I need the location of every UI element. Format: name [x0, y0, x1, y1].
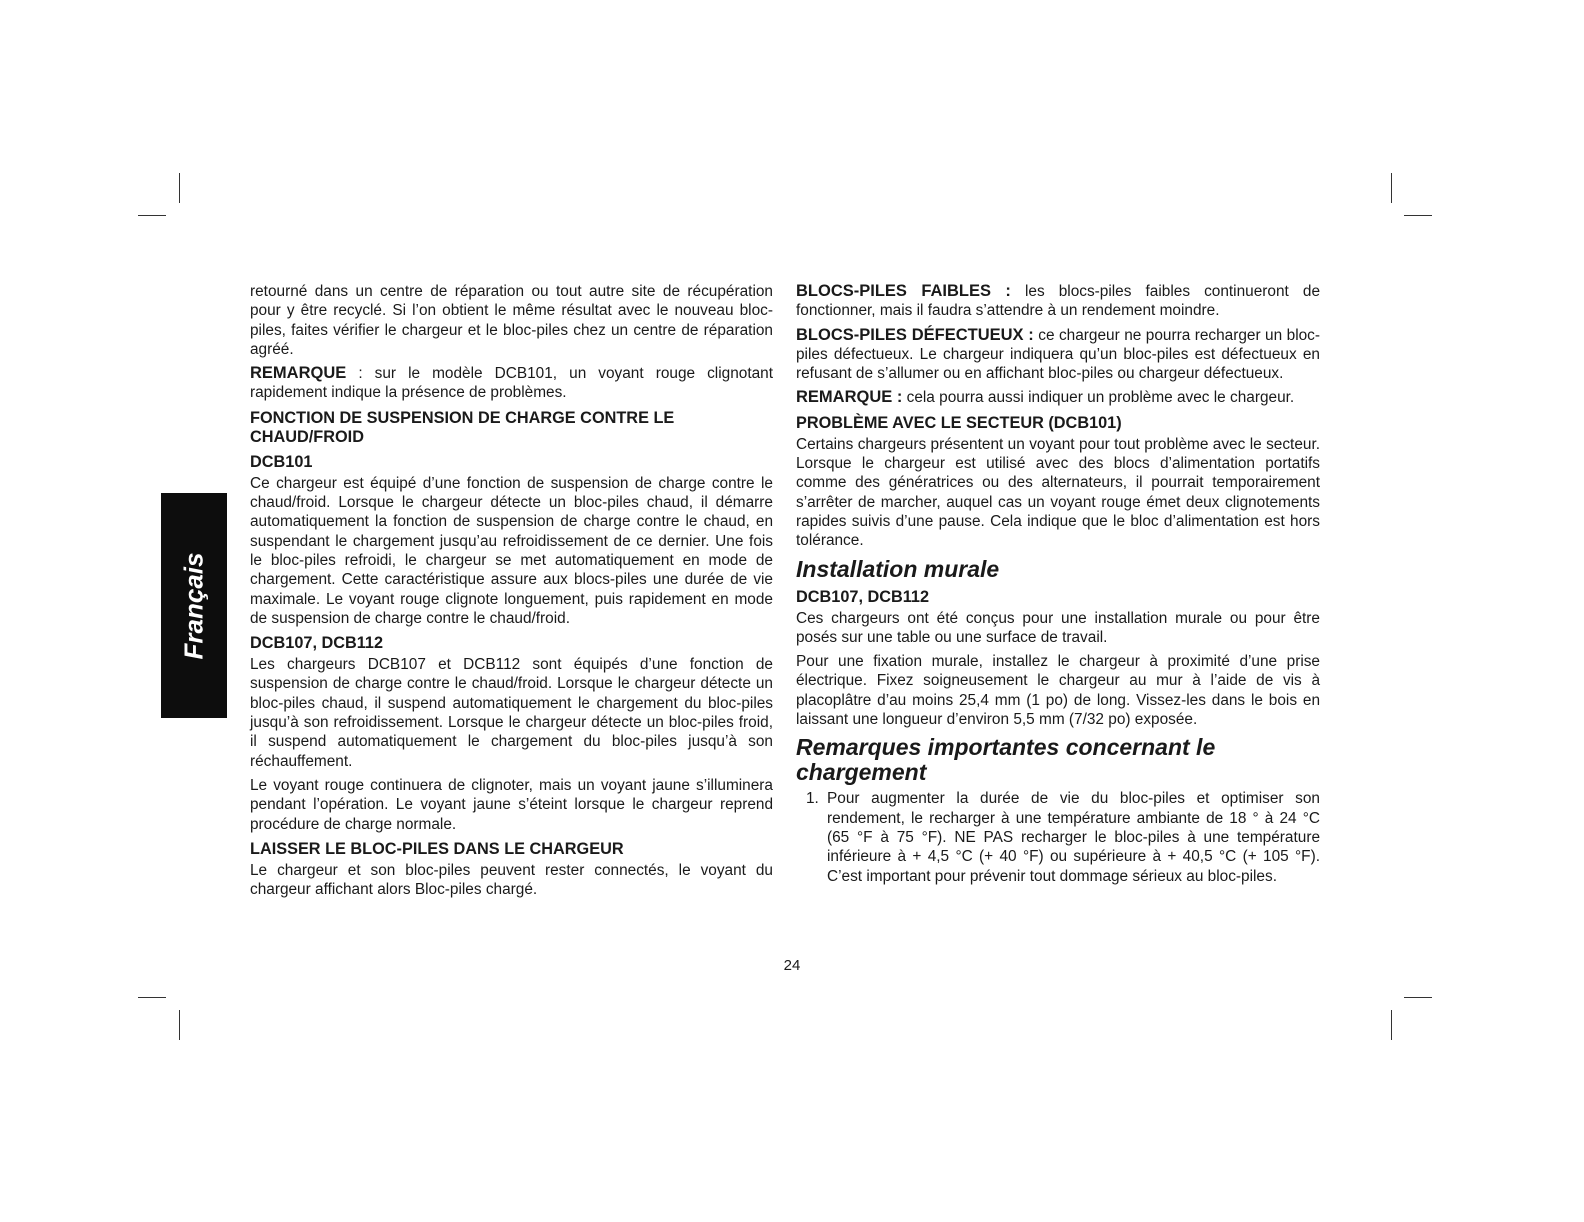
paragraph: Ces chargeurs ont été conçus pour une installation murale ou pour être posés sur une table ou une surface de travail. — [796, 609, 1320, 646]
section-heading: PROBLÈME AVEC LE SECTEUR (DCB101) — [796, 413, 1122, 432]
note-label: REMARQUE — [250, 364, 347, 383]
crop-mark — [179, 1010, 180, 1040]
left-column — [250, 282, 773, 904]
section-heading: LAISSER LE BLOC-PILES DANS LE CHARGEUR — [250, 839, 624, 858]
major-heading: Remarques importantes concernant le chargement — [796, 734, 1216, 786]
crop-mark — [179, 173, 180, 203]
faibles-label: BLOCS-PILES FAIBLES : — [796, 282, 1011, 300]
crop-mark — [1391, 173, 1392, 203]
major-heading: Installation murale — [796, 555, 1000, 582]
defectueux-text: ce chargeur ne pourra recharger un bloc-piles défectueux. Le chargeur indiquera qu’un bloc-piles est défectueux en refusant de s’allumer ou en affichant bloc-piles ou chargeur défectueux. — [796, 326, 1320, 383]
language-tab — [161, 493, 227, 718]
paragraph: Certains chargeurs présentent un voyant pour tout problème avec le secteur. Lorsque le chargeur est utilisé avec des blocs d’alimentation portatifs comme des génératrices ou des alternateurs, il pourrait temporairement s’arrêter de marcher, auquel cas un voyant rouge émet deux clignotements rapides suivis d’une pause. Cela indique que le bloc d’alimentation est hors tolérance. — [796, 435, 1320, 550]
list-number: 1. — [806, 790, 819, 808]
paragraph: Le voyant rouge continuera de clignoter, mais un voyant jaune s’illuminera pendant l’opération. Le voyant jaune s’éteint lorsque le chargeur reprend procédure de charge normale. — [250, 776, 773, 833]
paragraph: Pour une fixation murale, installez le chargeur à proximité d’une prise électrique. Fixez soigneusement le chargeur au mur à l’aide de vis à placoplâtre d’au moins 25,4 mm (1 po) de long. Vissez-les dans le bois en laissant une longueur d’environ 5,5 mm (7/32 po) exposée. — [796, 653, 1320, 729]
defectueux-label: BLOCS-PILES DÉFECTUEUX : — [796, 325, 1034, 344]
crop-mark — [1404, 997, 1432, 998]
defectueux-paragraph — [796, 326, 1320, 384]
paragraph: Les chargeurs DCB107 et DCB112 sont équipés d’une fonction de suspension de charge contre le chaud/froid. Lorsque le chargeur détecte un bloc-piles chaud, il suspend automatiquement le chargement du bloc-piles jusqu’à son refroidissement. Lorsque le chargeur détecte un bloc-piles froid, il suspend automatiquement le chargement du bloc-piles jusqu’à son réchauffement. — [250, 656, 773, 770]
faibles-paragraph — [796, 282, 1320, 321]
language-tab-label: Français — [178, 552, 209, 659]
faibles-text: les blocs-piles faibles continueront de fonctionner, mais il faudra s’attendre à un rendement moindre. — [796, 283, 1321, 320]
note-paragraph — [796, 388, 1320, 407]
crop-mark — [138, 215, 166, 216]
model-heading: DCB101 — [250, 452, 313, 471]
list-item — [796, 789, 1320, 885]
note-label: REMARQUE : — [796, 388, 903, 407]
numbered-list — [796, 789, 1320, 885]
page-number: 24 — [783, 957, 801, 974]
crop-mark — [1391, 1010, 1392, 1040]
section-heading: FONCTION DE SUSPENSION DE CHARGE CONTRE LE CHAUD/FROID — [250, 408, 675, 446]
list-text: Pour augmenter la durée de vie du bloc-piles et optimiser son rendement, le recharger à une température ambiante de 18 ° à 24 °C (65 °F à 75 °F). NE PAS recharger le bloc-piles à une température inférieure à + 4,5 °C (+ 40 °F) ou supérieure à + 40,5 °C (+ 105 °F). C’est important pour prévenir tout dommage sérieux au bloc-piles. — [827, 790, 1320, 885]
paragraph: retourné dans un centre de réparation ou tout autre site de récupération pour y être recyclé. Si l’on obtient le même résultat avec le nouveau bloc-piles, faites vérifier le chargeur et le bloc-piles chez un centre de réparation agréé. — [250, 283, 773, 358]
right-column — [796, 282, 1320, 886]
crop-mark — [1404, 215, 1432, 216]
paragraph: Le chargeur et son bloc-piles peuvent rester connectés, le voyant du chargeur affichant alors Bloc-piles chargé. — [250, 861, 773, 899]
note-paragraph — [250, 364, 773, 403]
note-text: cela pourra aussi indiquer un problème avec le chargeur. — [902, 389, 1295, 407]
crop-mark — [138, 997, 166, 998]
paragraph: Ce chargeur est équipé d’une fonction de suspension de charge contre le chaud/froid. Lorsque le chargeur détecte un bloc-piles chaud, il démarre automatiquement la fonction de suspension de charge contre le chaud, en suspendant le chargement jusqu’au refroidissement de ce dernier. Une fois le bloc-piles refroidi, le chargeur se met automatiquement en mode de chargement. Cette caractéristique assure aux blocs-piles une durée de vie maximale. Le voyant rouge clignote longuement, puis rapidement en mode de suspension de charge contre le chaud/froid. — [250, 474, 773, 627]
model-heading: DCB107, DCB112 — [796, 587, 930, 606]
model-heading: DCB107, DCB112 — [250, 634, 384, 653]
note-text: : sur le modèle DCB101, un voyant rouge clignotant rapidement indique la présence de problèmes. — [250, 365, 773, 402]
